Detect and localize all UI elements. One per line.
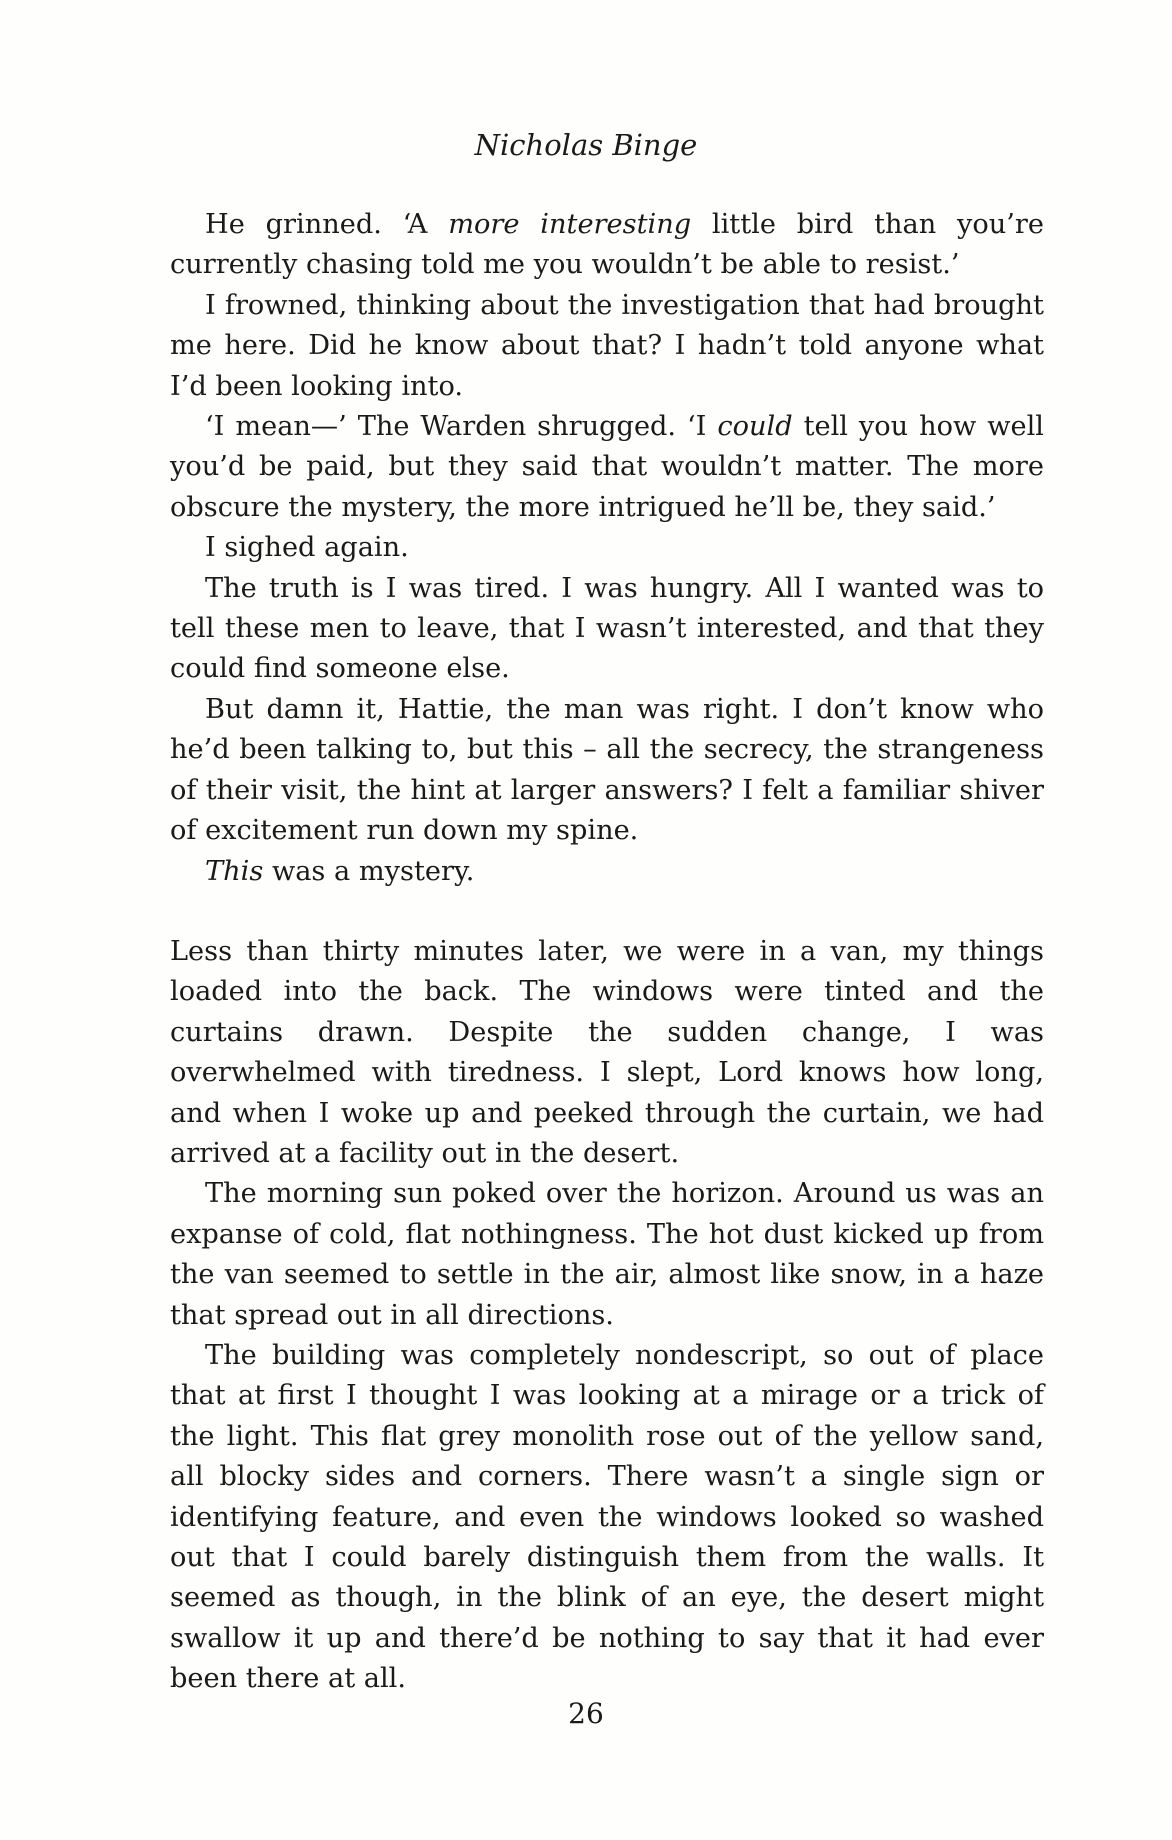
italic-text: more interesting <box>448 209 692 240</box>
paragraph-text: He grinned. ‘A <box>205 209 449 240</box>
paragraph: I sighed again. <box>205 532 409 564</box>
paragraph-text: tell you how well you’d be paid, but they said that wouldn’t matter. The more obscure the mystery, the more intrigued he’ll be, they said.’ <box>170 411 1044 523</box>
paragraph: The truth is I was tired. I was hungry. All I wanted was to tell these men to leave, that I wasn’t interested, and that they could find someone else. <box>170 572 1044 685</box>
paragraph: I frowned, thinking about the investigation that had brought me here. Did he know about that? I hadn’t told anyone what I’d been looking into. <box>170 289 1044 402</box>
paragraph: Less than thirty minutes later, we were in a van, my things loaded into the back. The windows were tinted and the curtains drawn. Despite the sudden change, I was overwhelmed with tiredness. I slept, Lord knows how long, and when I woke up and peeked through the curtain, we had arrived at a facility out in the desert. <box>170 935 1044 1169</box>
italic-text: This <box>205 855 264 887</box>
paragraph <box>170 407 1044 528</box>
paragraph <box>170 852 1044 892</box>
paragraph-text: little bird than you’re currently chasing told me you wouldn’t be able to resist.’ <box>170 209 1045 281</box>
paragraph: The morning sun poked over the horizon. Around us was an expanse of cold, flat nothingness. The hot dust kicked up from the van seemed to settle in the air, almost like snow, in a haze that spread out in all directions. <box>170 1178 1044 1331</box>
running-head: Nicholas Binge <box>474 128 698 162</box>
paragraph-text: ‘I mean—’ The Warden shrugged. ‘I <box>205 411 718 443</box>
body-text <box>170 205 1044 1700</box>
paragraph-text: was a mystery. <box>263 855 475 887</box>
page-number: 26 <box>568 1697 604 1730</box>
italic-text: could <box>717 411 793 443</box>
paragraph: The building was completely nondescript, so out of place that at first I thought I was looking at a mirage or a trick of the light. This flat grey monolith rose out of the yellow sand, all blocky sides and corners. There wasn’t a single sign or identifying feature, and even the windows looked so washed out that I could barely distinguish them from the walls. It seemed as though, in the blink of an eye, the desert might swallow it up and there’d be nothing to say that it had ever been there at all. <box>170 1339 1044 1695</box>
paragraph <box>170 205 1044 286</box>
paragraph: But damn it, Hattie, the man was right. I don’t know who he’d been talking to, but this – all the secrecy, the strangeness of their visit, the hint at larger answers? I felt a familiar shiver of excitement run down my spine. <box>170 693 1044 847</box>
